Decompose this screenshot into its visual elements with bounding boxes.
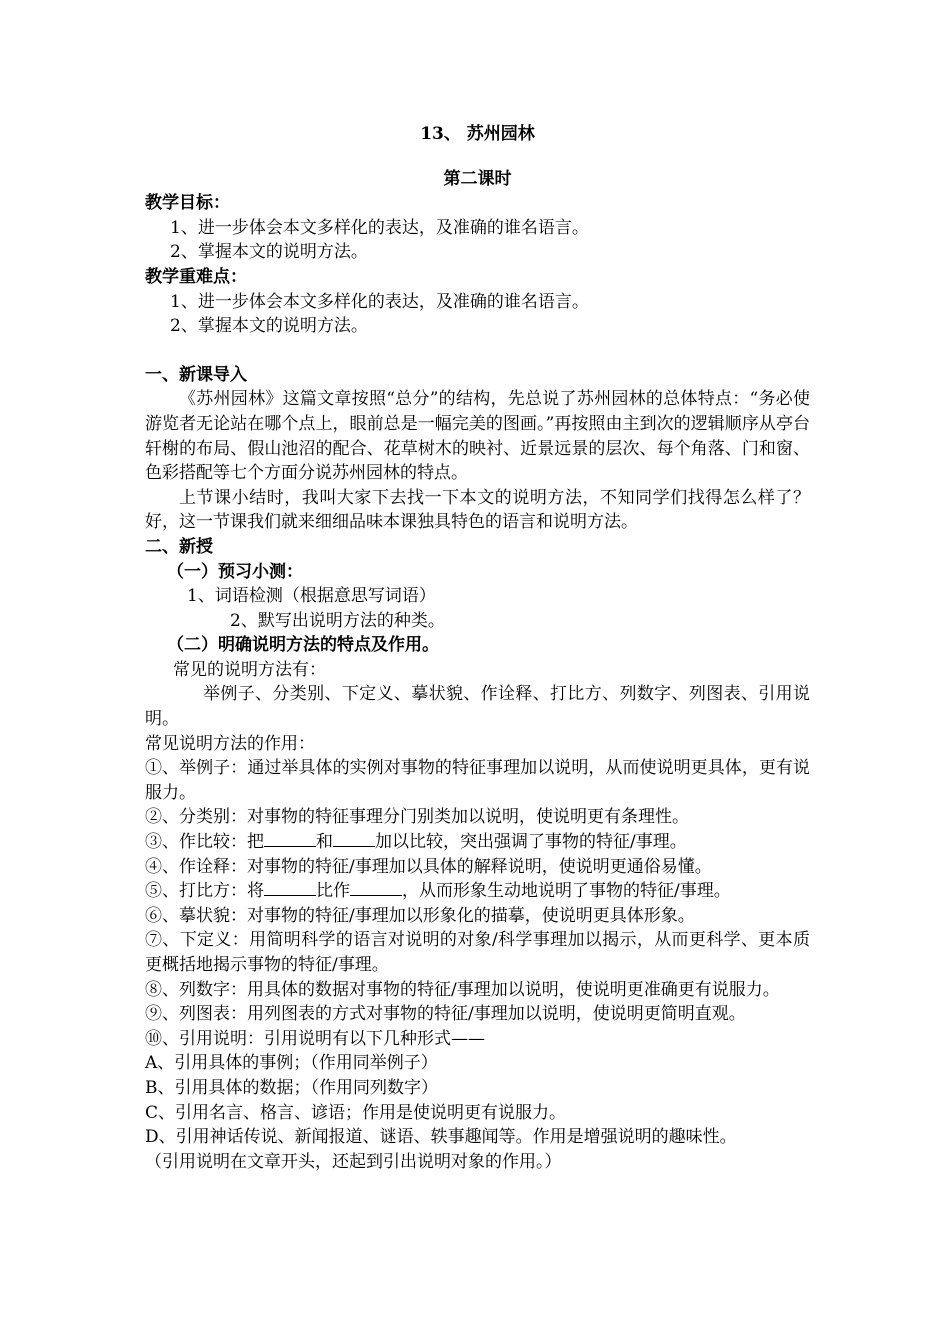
methods-list: 举例子、分类别、下定义、摹状貌、作诠释、打比方、列数字、列图表、引用说明。 [145,684,810,730]
page-subtitle: 第二课时 [443,168,512,189]
key-point-item: 1、进一步体会本文多样化的表达，及准确的谁名语言。 [170,291,589,312]
section-heading: 二、新授 [145,536,213,557]
lesson-plan-page [145,122,810,1174]
fill-blank[interactable] [264,830,316,847]
effect-text: 加以比较，突出强调了事物的特征/事理。 [375,832,687,853]
citation-form-item: B、引用具体的数据；（作用同列数字） [145,1077,438,1098]
method-effect-item: ④、作诠释：对事物的特征/事理加以具体的解释说明，使说明更通俗易懂。 [145,856,712,877]
subsection-heading: （一）预习小测： [167,561,303,582]
effect-text: ③、作比较：把 [145,832,264,853]
method-effect-item: ⑩、引用说明：引用说明有以下几种形式—— [145,1028,485,1049]
method-effect-item: ②、分类别：对事物的特征事理分门别类加以说明，使说明更有条理性。 [145,807,689,828]
citation-form-item: C、引用名言、格言、谚语；作用是使说明更有说服力。 [145,1102,567,1123]
section-heading: 一、新课导入 [145,364,247,385]
method-effect-item [145,879,810,904]
method-effect-item [145,830,810,855]
citation-form-item: A、引用具体的事例；（作用同举例子） [145,1053,438,1074]
effect-text: 比作 [316,881,350,902]
objectives-heading: 教学目标： [145,193,230,214]
fill-blank[interactable] [333,830,375,847]
objective-item: 2、掌握本文的说明方法。 [170,242,368,263]
key-points-heading: 教学重难点： [145,266,247,287]
page-title: 13、 苏州园林 [420,124,535,144]
objective-item: 1、进一步体会本文多样化的表达，及准确的谁名语言。 [170,217,589,238]
method-effect-item: ⑨、列图表：用列图表的方式对事物的特征/事理加以说明，使说明更简明直观。 [145,1004,746,1025]
method-effect-item: ①、举例子：通过举具体的实例对事物的特征事理加以说明，从而使说明更具体，更有说服力。 [145,758,810,803]
subsection-heading: （二）明确说明方法的特点及作用。 [167,635,439,656]
fill-blank[interactable] [350,879,402,896]
method-effect-item: ⑧、列数字：用具体的数据对事物的特征/事理加以说明，使说明更准确更有说服力。 [145,979,780,1000]
quiz-item: 2、默写出说明方法的种类。 [230,610,445,631]
intro-paragraph: 上节课小结时，我叫大家下去找一下本文的说明方法，不知同学们找得怎么样了？好，这一节课我们就来细细品味本课独具特色的语言和说明方法。 [145,487,810,533]
key-point-item: 2、掌握本文的说明方法。 [170,316,368,337]
effect-text: ，从而形象生动地说明了事物的特征/事理。 [402,881,731,902]
citation-form-item: D、引用神话传说、新闻报道、谜语、轶事趣闻等。作用是增强说明的趣味性。 [145,1127,737,1148]
method-effect-item: ⑦、下定义：用简明科学的语言对说明的对象/科学事理加以揭示，从而更科学、更本质更概括地揭示事物的特征/事理。 [145,930,810,975]
citation-note: （引用说明在文章开头，还起到引出说明对象的作用。） [145,1151,562,1172]
effect-text: 和 [316,832,333,853]
quiz-item: 1、词语检测（根据意思写词语） [187,586,436,607]
spacer [145,339,810,363]
effect-text: ⑤、打比方：将 [145,881,264,902]
method-effect-item: ⑥、摹状貌：对事物的特征/事理加以形象化的描摹，使说明更具体形象。 [145,905,695,926]
effects-intro: 常见说明方法的作用： [145,733,315,754]
methods-intro: 常见的说明方法有： [173,659,326,680]
fill-blank[interactable] [264,879,316,896]
intro-paragraph: 《苏州园林》这篇文章按照“总分”的结构，先总说了苏州园林的总体特点：“务必使游览者无论站在哪个点上，眼前总是一幅完美的图画。”再按照由主到次的逻辑顺序从亭台轩榭的布局、假山池沼的配合、花草树木的映衬、近景远景的层次、每个角落、门和窗、色彩搭配等七个方面分说苏州园林的特点。 [145,389,810,484]
